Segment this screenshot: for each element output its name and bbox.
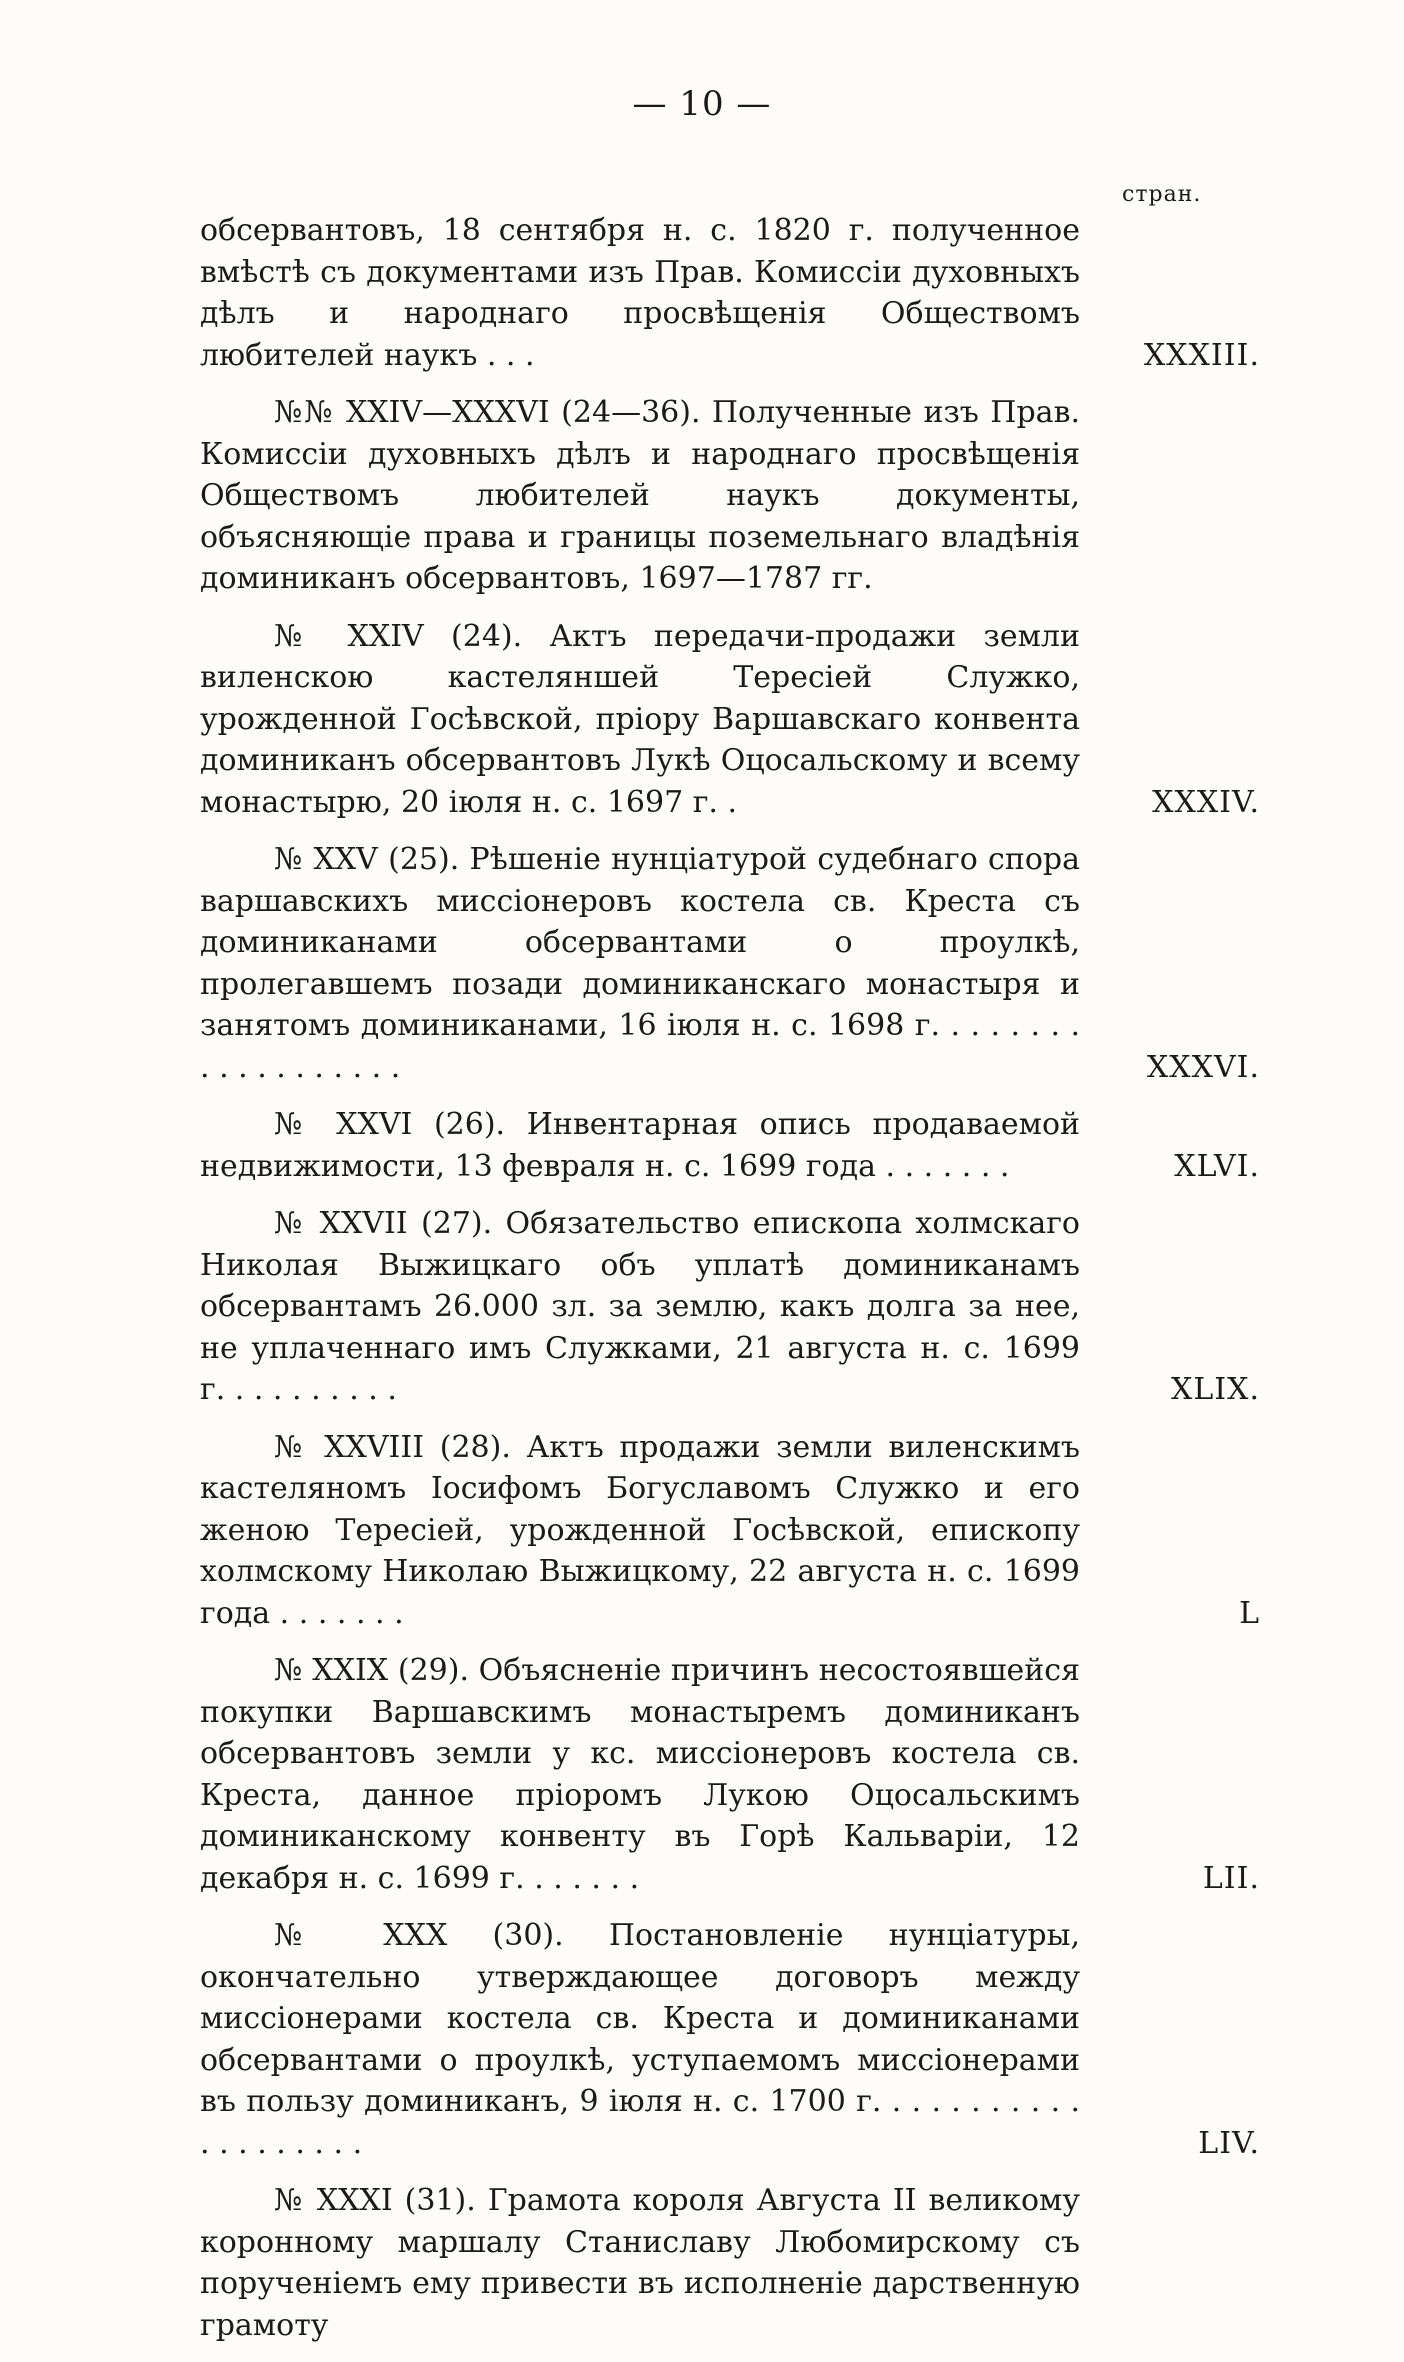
toc-entry [0,1915,1404,2164]
entry-text: № XXXI (31). Грамота короля Августа II великому коронному маршалу Станиславу Любомирскому съ порученіемъ ему привести въ исполненіе дарственную грамоту [200,2183,1080,2343]
table-of-contents [0,210,1404,2362]
entry-text: обсервантовъ, 18 сентября н. с. 1820 г. полученное вмѣстѣ съ документами изъ Прав. Комиссіи духовныхъ дѣлъ и народнаго просвѣщенія Обществомъ любителей наукъ . . . [200,213,1080,373]
entry-text: №№ XXIV—XXXVI (24—36). Полученные изъ Прав. Комиссіи духовныхъ дѣлъ и народнаго просвѣщенія Обществомъ любителей наукъ документы, объясняющіе права и границы поземельнаго владѣнія доминиканъ обсервантовъ, 1697—1787 гг. [200,395,1080,596]
toc-entry [0,616,1404,824]
entry-page-ref: XXXIV. [1152,784,1260,820]
entry-text: № XXVIII (28). Актъ продажи земли виленскимъ кастеляномъ Іосифомъ Богуславомъ Служко и его женою Тересіей, урожденной Госѣвской, епископу холмскому Николаю Выжицкому, 22 августа н. с. 1699 года . . . . . . . [200,1429,1080,1631]
entry-text: № XXV (25). Рѣшеніе нунціатурой судебнаго спора варшавскихъ миссіонеровъ костела св. Креста съ доминиканами обсервантами о проулкѣ, пролегавшемъ позади доминиканскаго монастыря и занятомъ доминиканами, 16 іюля н. с. 1698 г. . . . . . . . . . . . . . . . . . . [200,842,1080,1085]
toc-entry [0,1650,1404,1899]
toc-entry [0,839,1404,1088]
entry-page-ref: LIV. [1198,2125,1260,2161]
entry-text: № XXIX (29). Объясненіе причинъ несостоявшейся покупки Варшавскимъ монастыремъ доминиканъ обсервантовъ земли у кс. миссіонеровъ костела св. Креста, данное пріоромъ Лукою Оцосальскимъ доминиканскому конвенту въ Горѣ Кальваріи, 12 декабря н. с. 1699 г. . . . . . . [200,1653,1080,1896]
page-column-header: стран. [1122,182,1202,207]
entry-text: № XXVII (27). Обязательство епископа холмскаго Николая Выжицкаго объ уплатѣ доминиканамъ обсервантамъ 26.000 зл. за землю, какъ долга за нее, не уплаченнаго имъ Служками, 21 августа н. с. 1699 г. . . . . . . . . . [200,1206,1080,1407]
page-number: — 10 — [632,84,772,124]
toc-entry [0,2180,1404,2346]
entry-page-ref: XLIX. [1170,1372,1260,1407]
entry-page-ref: XXXVI. [1146,1049,1260,1085]
toc-entry [0,210,1404,376]
toc-entry [0,392,1404,600]
toc-entry [0,1203,1404,1411]
entry-text: № XXVI (26). Инвентарная опись продаваемой недвижимости, 13 февраля н. с. 1699 года . . . . . . . [200,1107,1080,1184]
entry-text: № XXX (30). Постановленіе нунціатуры, окончательно утверждающее договоръ между миссіонерами костела св. Креста и доминиканами обсервантами о проулкѣ, уступаемомъ миссіонерами въ пользу доминиканъ, 9 іюля н. с. 1700 г. . . . . . . . . . . . . . . . . . . . [200,1918,1080,2161]
entry-page-ref: XLVI. [1174,1148,1260,1184]
entry-page-ref: LII. [1202,1860,1260,1896]
entry-text: № XXIV (24). Актъ передачи-продажи земли виленскою кастеляншей Тересіей Служко, урожденной Госѣвской, пріору Варшавскаго конвента доминиканъ обсервантовъ Лукѣ Оцосальскому и всему монастырю, 20 іюля н. с. 1697 г. . [200,618,1080,820]
toc-entry [0,1104,1404,1187]
toc-entry [0,1427,1404,1635]
entry-page-ref: XXXIII. [1143,337,1260,373]
entry-page-ref: L [1239,1595,1260,1631]
